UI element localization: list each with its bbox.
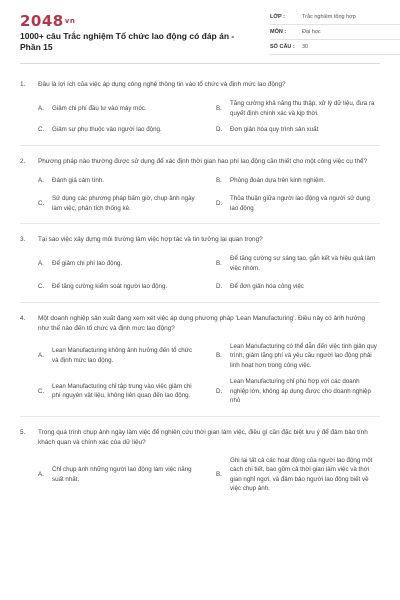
answer-options <box>38 254 380 292</box>
meta-class-label: LỚP : <box>270 14 285 20</box>
option-text: Lean Manufacturing không ảnh hưởng đến tổ chức và định mức lao động. <box>52 347 192 364</box>
question-5 <box>20 428 380 494</box>
meta-count-value: 30 <box>302 44 309 50</box>
question-divider <box>20 145 380 146</box>
question-list <box>20 64 380 494</box>
question-4 <box>20 314 380 417</box>
option-a[interactable] <box>38 176 210 186</box>
site-logo[interactable] <box>20 12 75 30</box>
option-text: Tăng cường khả năng thu thập, xử lý dữ liệu, đưa ra quyết định chính xác và kịp thời. <box>230 100 375 117</box>
question-1 <box>20 80 380 146</box>
option-text: Giảm chi phí đầu tư vào máy móc. <box>52 104 147 112</box>
option-text: Đơn giản hóa quy trình sản xuất <box>230 126 319 133</box>
option-text: Sử dụng các phương pháp bấm giờ, chụp ảnh ngày làm việc, phân tích thống kê. <box>52 195 195 212</box>
option-text: Chỉ chụp ảnh những người lao động làm việc năng suất nhất. <box>52 466 192 483</box>
option-letter: B. <box>216 259 222 267</box>
option-d[interactable] <box>216 282 388 292</box>
answer-options <box>38 342 380 406</box>
option-b[interactable] <box>216 99 388 118</box>
option-c[interactable] <box>38 282 210 292</box>
option-a[interactable] <box>38 99 210 118</box>
question-text: Một doanh nghiệp sản xuất đang xem xét việc áp dụng phương pháp 'Lean Manufacturing'. Điều này có ảnh hưởng như thế nào đến tổ chức và định mức lao động? <box>38 314 366 332</box>
option-letter: D. <box>216 387 223 395</box>
option-letter: B. <box>216 176 222 184</box>
document-header <box>20 0 380 64</box>
question-divider <box>20 302 380 303</box>
question-text: Trong quá trình chụp ảnh ngày làm việc để nghiên cứu thời gian làm việc, điều gì cần đặc biệt lưu ý để đảm bảo tính khách quan và chính xác của dữ liệu? <box>38 428 368 446</box>
option-letter: B. <box>216 104 222 112</box>
option-letter: B. <box>216 352 222 359</box>
question-stem <box>20 314 380 334</box>
option-d[interactable] <box>216 377 388 406</box>
question-3 <box>20 235 380 303</box>
meta-class-value: Trắc nghiệm tổng hợp <box>302 14 356 20</box>
meta-subject-row <box>270 25 400 40</box>
meta-count-label: SỐ CÂU : <box>270 44 295 50</box>
document-meta <box>270 10 400 55</box>
question-number: 4. <box>20 314 26 322</box>
question-number: 1. <box>20 81 26 88</box>
option-text: Để tăng cường sự sáng tạo, gắn kết và hiệu quả làm việc nhóm. <box>230 255 376 272</box>
option-c[interactable] <box>38 125 210 135</box>
question-number: 3. <box>20 236 26 243</box>
option-letter: C. <box>38 199 45 207</box>
option-text: Đánh giá cảm tính. <box>52 176 104 184</box>
option-letter: A. <box>38 104 44 112</box>
option-b[interactable] <box>216 176 388 186</box>
option-letter: C. <box>38 283 45 290</box>
option-c[interactable] <box>38 194 210 213</box>
meta-subject-label: MÔN : <box>270 29 287 35</box>
option-d[interactable] <box>216 125 388 135</box>
logo-suffix: vn <box>64 17 76 25</box>
meta-subject-value: Đại học <box>302 29 321 35</box>
option-a[interactable] <box>38 456 210 494</box>
option-text: Để tăng cường kiểm soát người lao động. <box>52 283 168 290</box>
question-text: Phương pháp nào thường được sử dụng để xác định thời gian hao phí lao động cần thiết cho một công việc cụ thể? <box>38 157 368 165</box>
option-letter: A. <box>38 352 44 359</box>
question-stem <box>20 428 380 448</box>
meta-class-row <box>270 10 400 25</box>
option-text: Phỏng đoán dựa trên kinh nghiệm. <box>230 176 326 184</box>
option-letter: A. <box>38 259 44 267</box>
option-text: Lean Manufacturing chỉ phù hợp với các doanh nghiệp lớn, không áp dụng được cho doanh nghiệp nhỏ <box>230 378 371 404</box>
question-text: Tại sao việc xây dựng môi trường làm việc hợp tác và tin tưởng lại quan trọng? <box>38 236 263 243</box>
option-text: Ghi lại tất cả các hoạt động của người lao động một cách chi tiết, bao gồm cả thời gian làm việc và thời gian nghỉ ngơi, và đảm bảo người lao động biết về việc chụp ảnh. <box>230 456 373 492</box>
option-letter: A. <box>38 470 44 478</box>
option-text: Để đơn giản hóa công việc <box>230 283 304 290</box>
option-letter: A. <box>38 176 44 184</box>
logo-text: 2048 <box>20 12 64 30</box>
answer-options <box>38 99 380 135</box>
option-b[interactable] <box>216 254 388 273</box>
question-number: 2. <box>20 157 26 165</box>
question-stem <box>20 80 380 90</box>
option-text: Để giảm chi phí lao động. <box>52 259 123 267</box>
question-divider <box>20 223 380 224</box>
document-title: 1000+ câu Trắc nghiệm Tổ chức lao động có đáp án - Phần 15 <box>20 31 235 52</box>
option-letter: D. <box>216 199 223 207</box>
option-b[interactable] <box>216 456 388 494</box>
question-text: Đâu là lợi ích của việc áp dụng công nghệ thông tin vào tổ chức và định mức lao động? <box>38 81 286 88</box>
question-number: 5. <box>20 428 26 436</box>
option-text: Lean Manufacturing chỉ tập trung vào việc giảm chi phí nguyên vật liệu, không liên quan đến lao động. <box>52 382 192 400</box>
option-a[interactable] <box>38 342 210 371</box>
option-letter: C. <box>38 387 45 395</box>
option-b[interactable] <box>216 342 388 371</box>
question-divider <box>20 416 380 417</box>
question-stem <box>20 235 380 245</box>
option-letter: D. <box>216 283 223 290</box>
option-d[interactable] <box>216 194 388 213</box>
option-letter: D. <box>216 126 223 133</box>
option-text: Thỏa thuận giữa người lao động và người sử dụng lao động <box>230 195 370 212</box>
option-letter: C. <box>38 126 45 133</box>
question-2 <box>20 157 380 225</box>
option-text: Giảm sự phụ thuộc vào người lao động. <box>52 126 162 133</box>
option-text: Lean Manufacturing có thể dẫn đến việc tinh giản quy trình, giảm lãng phí và yêu cầu người lao động phải linh hoạt hơn trong công việc. <box>230 342 377 369</box>
option-c[interactable] <box>38 377 210 406</box>
option-a[interactable] <box>38 254 210 273</box>
meta-count-row <box>270 40 400 55</box>
question-stem <box>20 157 380 167</box>
answer-options <box>38 176 380 214</box>
option-letter: B. <box>216 470 222 478</box>
answer-options <box>38 456 380 494</box>
